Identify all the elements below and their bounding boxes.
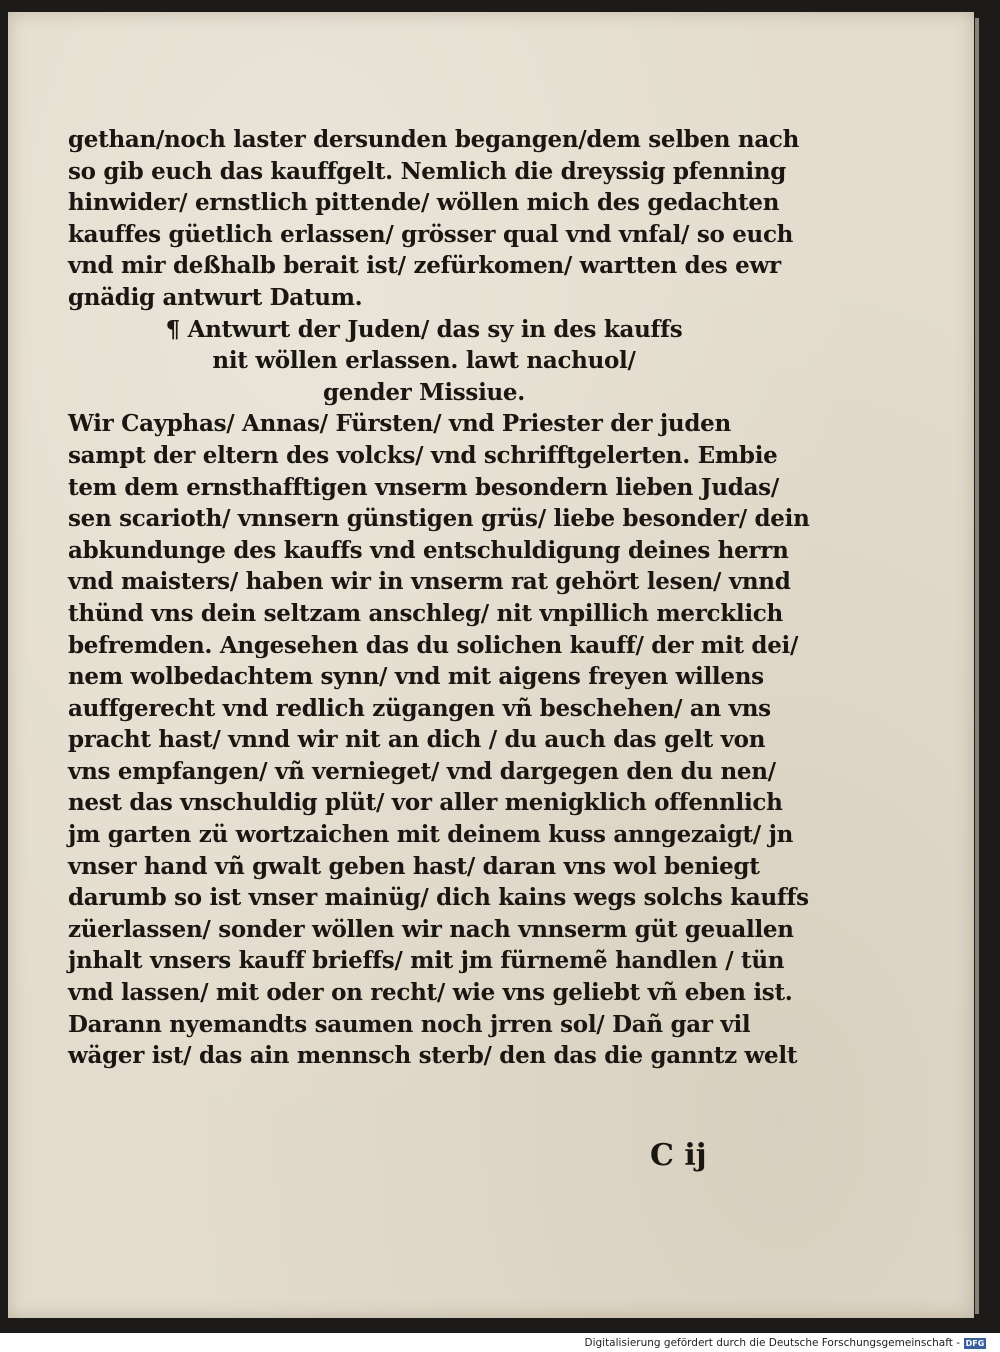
text-line: gnädig antwurt Datum. [68, 283, 363, 311]
heading-line: ¶ Antwurt der Juden/ das sy in des kauffs [165, 315, 683, 343]
text-line: tem dem ernsthafftigen vnserm besondern lieben Judas/ [68, 473, 779, 501]
heading-line: gender Missiue. [323, 378, 525, 406]
text-line: kauffes güetlich erlassen/ grösser qual vnd vnfal/ so euch [68, 220, 794, 248]
text-line: jm garten zü wortzaichen mit deinem kuss anngezaigt/ jn [68, 821, 794, 849]
page-text [68, 124, 810, 1072]
digitization-footer [584, 1336, 986, 1350]
text-line: sampt der eltern des volcks/ vnd schrifftgelerten. Embie [68, 441, 778, 469]
heading-line: nit wöllen erlassen. lawt nachuol/ [212, 347, 636, 375]
text-line: vns empfangen/ vñ vernieget/ vnd dargegen den du nen/ [68, 757, 776, 785]
text-line: vnd lassen/ mit oder on recht/ wie vns geliebt vñ eben ist. [68, 979, 793, 1007]
text-line: vnser hand vñ gwalt geben hast/ daran vns wol beniegt [68, 852, 760, 880]
text-line: wäger ist/ das ain mennsch sterb/ den das die ganntz welt [68, 1042, 798, 1070]
text-line: befremden. Angesehen das du solichen kauff/ der mit dei/ [68, 631, 799, 659]
text-line: vnd mir deßhalb berait ist/ zefürkomen/ wartten des ewr [68, 252, 781, 280]
text-line: darumb so ist vnser mainüg/ dich kains wegs solchs kauffs [68, 884, 809, 912]
text-line: züerlassen/ sonder wöllen wir nach vnnserm güt geuallen [68, 915, 794, 943]
text-line: abkundunge des kauffs vnd entschuldigung deines herrn [68, 536, 789, 564]
text-line: so gib euch das kauffgelt. Nemlich die dreyssig pfenning [68, 157, 787, 185]
text-line: nest das vnschuldig plüt/ vor aller menigklich offennlich [68, 789, 783, 817]
text-line: thünd vns dein seltzam anschleg/ nit vnpillich mercklich [68, 599, 783, 627]
footer-credit: Digitalisierung gefördert durch die Deutsche Forschungsgemeinschaft - [584, 1337, 960, 1349]
signature-mark: C ij [650, 1138, 707, 1173]
text-line: sen scarioth/ vnnsern günstigen grüs/ liebe besonder/ dein [68, 505, 810, 533]
text-line: hinwider/ ernstlich pittende/ wöllen mich des gedachten [68, 189, 780, 217]
dfg-logo-icon: DFG [965, 1338, 985, 1348]
text-line: jnhalt vnsers kauff brieffs/ mit jm fürnemẽ handlen / tün [68, 947, 785, 975]
text-line: Wir Cayphas/ Annas/ Fürsten/ vnd Priester der juden [68, 410, 731, 438]
page-edge [975, 18, 979, 1314]
text-line: nem wolbedachtem synn/ vnd mit aigens freyen willens [68, 663, 764, 691]
text-line: vnd maisters/ haben wir in vnserm rat gehört lesen/ vnnd [68, 568, 791, 596]
text-line: Darann nyemandts saumen noch jrren sol/ Dañ gar vil [68, 1010, 751, 1038]
text-line: pracht hast/ vnnd wir nit an dich / du auch das gelt von [68, 726, 766, 754]
text-line: auffgerecht vnd redlich zügangen vñ beschehen/ an vns [68, 694, 771, 722]
text-line: gethan/noch laster dersunden begangen/dem selben nach [68, 126, 800, 153]
